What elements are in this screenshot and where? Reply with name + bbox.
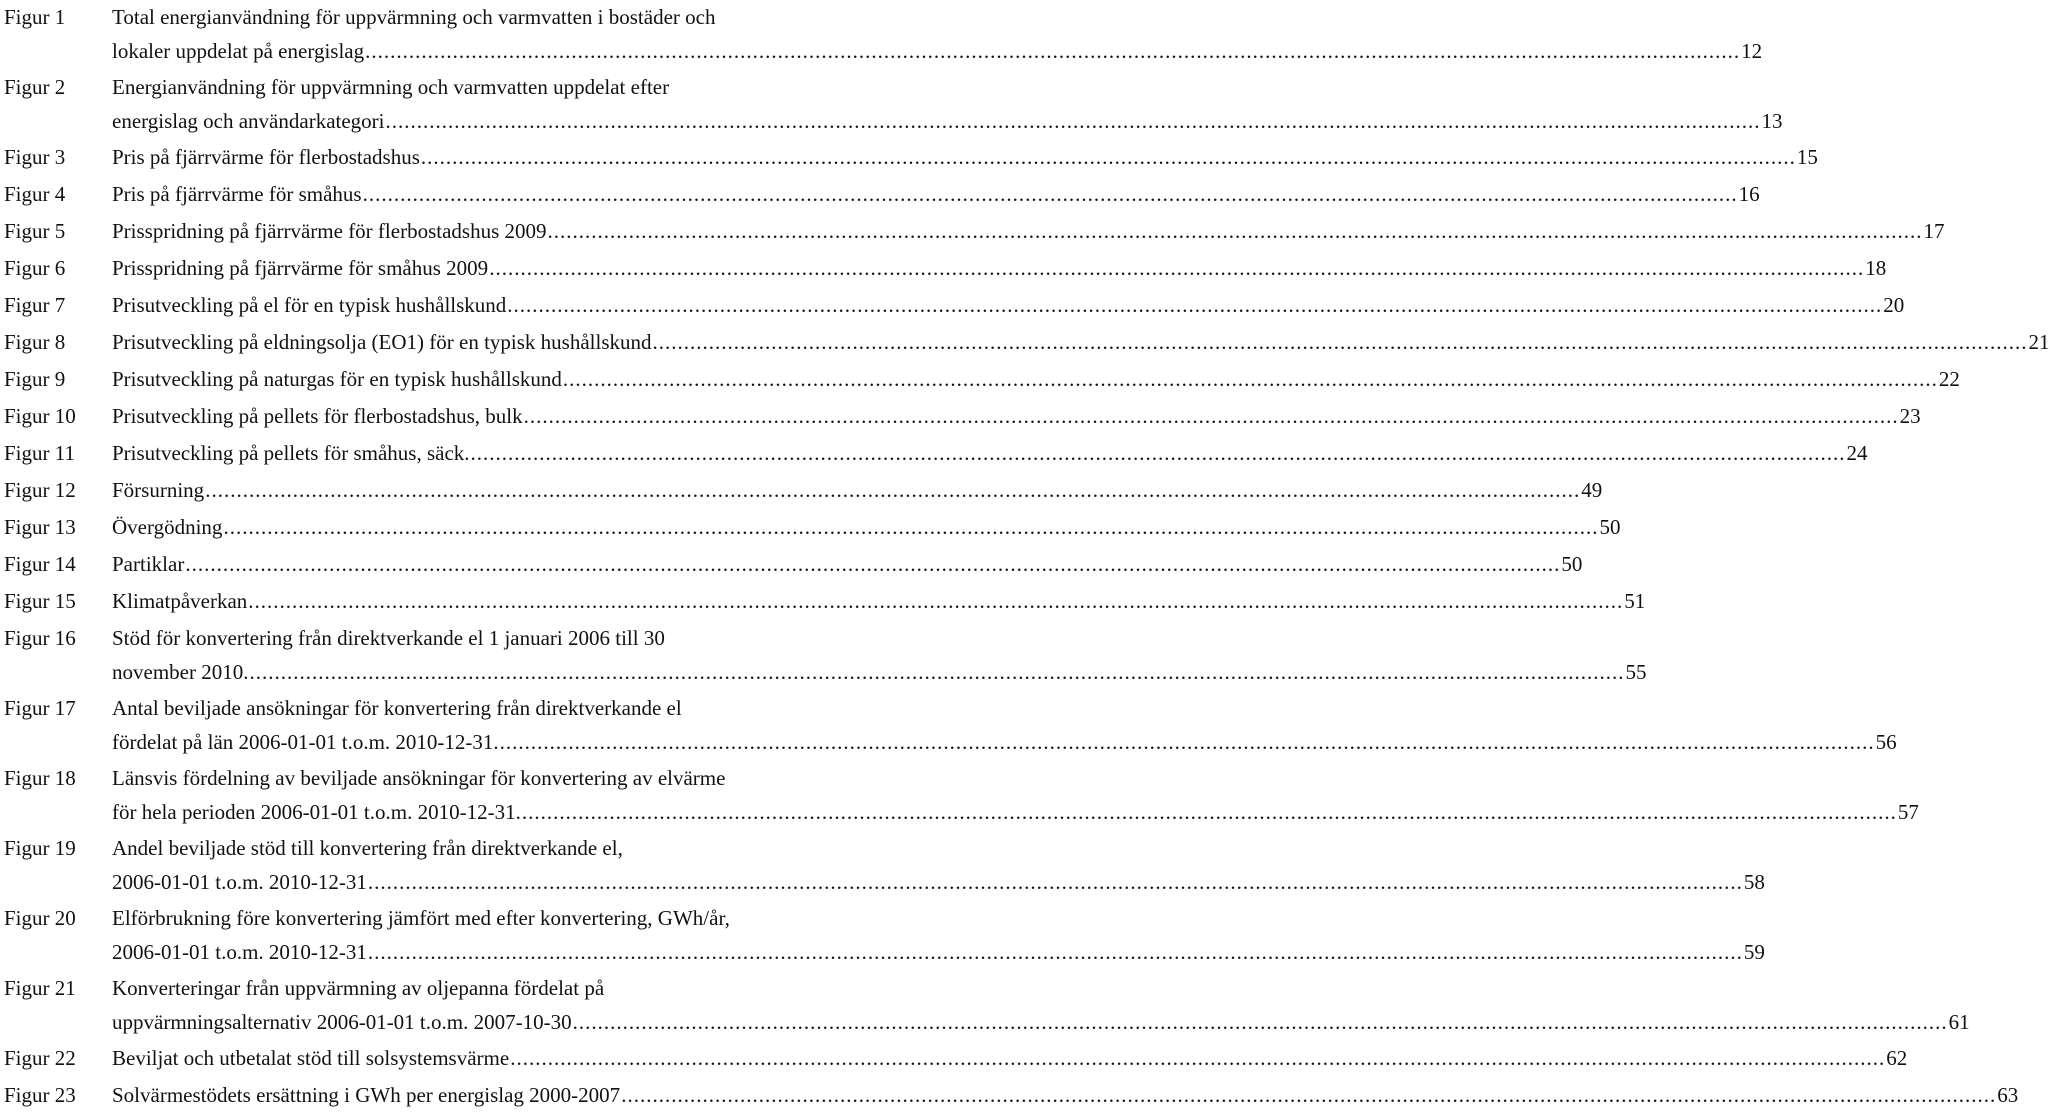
figure-label: Figur 7 xyxy=(4,293,66,317)
toc-entry[interactable] xyxy=(0,510,1621,544)
page-number[interactable]: 12 xyxy=(1741,39,1763,63)
dot-leader: ............................................................................................................................................................................................................................ xyxy=(367,940,1743,964)
figure-title: Pris på fjärrvärme för småhus xyxy=(112,182,362,206)
dot-leader: ............................................................................................................................................................................................................................ xyxy=(470,441,1846,465)
figure-title-line xyxy=(112,0,715,34)
dot-leader: ............................................................................................................................................................................................................................ xyxy=(499,730,1875,754)
dot-leader: ............................................................................................................................................................................................................................ xyxy=(385,109,1761,133)
figure-label: Figur 13 xyxy=(4,515,76,539)
dot-leader: ............................................................................................................................................................................................................................ xyxy=(205,478,1581,502)
figure-title-last-line xyxy=(112,725,1897,759)
toc-entry[interactable] xyxy=(0,584,1646,618)
figure-label: Figur 5 xyxy=(4,219,66,243)
dot-leader: ............................................................................................................................................................................................................................ xyxy=(365,39,1741,63)
toc-entry[interactable] xyxy=(0,399,1921,433)
figure-title: uppvärmningsalternativ 2006-01-01 t.o.m. 2007-10-30 xyxy=(112,1010,572,1034)
figure-title-last-line xyxy=(112,473,1603,507)
figure-title-last-line xyxy=(112,584,1646,618)
page-number[interactable]: 49 xyxy=(1581,478,1603,502)
page-number[interactable]: 56 xyxy=(1875,730,1897,754)
figure-title-last-line xyxy=(112,214,1945,248)
toc-entry[interactable] xyxy=(0,140,1818,174)
figure-title: Försurning xyxy=(112,478,205,502)
dot-leader: ............................................................................................................................................................................................................................ xyxy=(621,1083,1997,1107)
dot-leader: ............................................................................................................................................................................................................................ xyxy=(362,182,1738,206)
toc-entry[interactable] xyxy=(0,901,1765,969)
figure-title-last-line xyxy=(112,140,1818,174)
page-number[interactable]: 55 xyxy=(1625,660,1647,684)
toc-entry[interactable] xyxy=(0,473,1603,507)
figure-label: Figur 9 xyxy=(4,367,66,391)
figure-label: Figur 11 xyxy=(4,441,75,465)
figure-title: Energianvändning för uppvärmning och varmvatten uppdelat efter xyxy=(112,75,670,99)
figure-title-line xyxy=(112,831,623,865)
figure-title-last-line xyxy=(112,655,1647,689)
figure-title: Andel beviljade stöd till konvertering från direktverkande el, xyxy=(112,836,623,860)
toc-entry[interactable] xyxy=(0,325,2050,359)
figure-title: Solvärmestödets ersättning i GWh per energislag 2000-2007 xyxy=(112,1083,621,1107)
figure-title: Prisspridning på fjärrvärme för flerbostadshus 2009 xyxy=(112,219,547,243)
figure-title: 2006-01-01 t.o.m. 2010-12-31 xyxy=(112,870,367,894)
figure-label: Figur 8 xyxy=(4,330,66,354)
dot-leader: ............................................................................................................................................................................................................................ xyxy=(652,330,2028,354)
figure-title-last-line xyxy=(112,288,1905,322)
figure-title-last-line xyxy=(112,1041,1908,1075)
page-number[interactable]: 13 xyxy=(1761,109,1783,133)
dot-leader: ............................................................................................................................................................................................................................ xyxy=(185,552,1561,576)
page-number[interactable]: 23 xyxy=(1899,404,1921,428)
toc-entry[interactable] xyxy=(0,362,1960,396)
figure-title: Prisutveckling på eldningsolja (EO1) för en typisk hushållskund xyxy=(112,330,652,354)
dot-leader: ............................................................................................................................................................................................................................ xyxy=(547,219,1923,243)
dot-leader: ............................................................................................................................................................................................................................ xyxy=(223,515,1599,539)
figure-label: Figur 20 xyxy=(4,906,76,930)
page-number[interactable]: 24 xyxy=(1846,441,1868,465)
dot-leader: ............................................................................................................................................................................................................................ xyxy=(248,589,1624,613)
figure-label: Figur 4 xyxy=(4,182,66,206)
figure-title-line xyxy=(112,621,665,655)
figure-title: Prisutveckling på pellets för småhus, säck. xyxy=(112,441,470,465)
dot-leader: ............................................................................................................................................................................................................................ xyxy=(249,660,1625,684)
toc-entry[interactable] xyxy=(0,1041,1908,1075)
dot-leader: ............................................................................................................................................................................................................................ xyxy=(489,256,1865,280)
page-number[interactable]: 59 xyxy=(1743,940,1765,964)
page-number[interactable]: 20 xyxy=(1883,293,1905,317)
figure-label: Figur 10 xyxy=(4,404,76,428)
toc-entry[interactable] xyxy=(0,288,1905,322)
dot-leader: ............................................................................................................................................................................................................................ xyxy=(507,293,1883,317)
toc-entry[interactable] xyxy=(0,691,1897,759)
figure-title-line xyxy=(112,971,604,1005)
figure-label: Figur 2 xyxy=(4,75,66,99)
page-number[interactable]: 16 xyxy=(1738,182,1760,206)
figure-title: Prisutveckling på pellets för flerbostadshus, bulk xyxy=(112,404,523,428)
figure-title-last-line xyxy=(112,362,1960,396)
figure-label: Figur 22 xyxy=(4,1046,76,1070)
figure-title: Prisspridning på fjärrvärme för småhus 2009 xyxy=(112,256,489,280)
toc-entry[interactable] xyxy=(0,621,1647,689)
figure-title: Pris på fjärrvärme för flerbostadshus xyxy=(112,145,420,169)
dot-leader: ............................................................................................................................................................................................................................ xyxy=(420,145,1796,169)
figure-label: Figur 23 xyxy=(4,1083,76,1107)
figure-title: Partiklar xyxy=(112,552,185,576)
figure-title-last-line xyxy=(112,251,1887,285)
figure-title-last-line xyxy=(112,34,1763,68)
figure-title: Konverteringar från uppvärmning av oljepanna fördelat på xyxy=(112,976,605,1000)
page-number[interactable]: 51 xyxy=(1624,589,1646,613)
figure-title-last-line xyxy=(112,399,1921,433)
figure-title: Klimatpåverkan xyxy=(112,589,248,613)
figure-title: för hela perioden 2006-01-01 t.o.m. 2010-12-31. xyxy=(112,800,521,824)
page-number[interactable]: 50 xyxy=(1599,515,1621,539)
figure-title: 2006-01-01 t.o.m. 2010-12-31 xyxy=(112,940,367,964)
figure-title-last-line xyxy=(112,795,1919,829)
toc-entry[interactable] xyxy=(0,251,1887,285)
toc-entry[interactable] xyxy=(0,436,1868,470)
toc-entry[interactable] xyxy=(0,0,1763,68)
figure-title: Antal beviljade ansökningar för konvertering från direktverkande el xyxy=(112,696,682,720)
figure-title: lokaler uppdelat på energislag xyxy=(112,39,365,63)
page-number[interactable]: 63 xyxy=(1997,1083,2019,1107)
figure-label: Figur 19 xyxy=(4,836,76,860)
figure-title: november 2010. xyxy=(112,660,249,684)
figure-title-line xyxy=(112,691,682,725)
figure-title: Länsvis fördelning av beviljade ansökningar för konvertering av elvärme xyxy=(112,766,726,790)
toc-entry[interactable] xyxy=(0,214,1945,248)
page-number[interactable]: 17 xyxy=(1923,219,1945,243)
dot-leader: ............................................................................................................................................................................................................................ xyxy=(523,404,1899,428)
figure-title-last-line xyxy=(112,177,1760,211)
figure-title-line xyxy=(112,761,725,795)
page-number[interactable]: 61 xyxy=(1948,1010,1970,1034)
figure-title: Elförbrukning före konvertering jämfört med efter konvertering, GWh/år, xyxy=(112,906,730,930)
page-number[interactable]: 58 xyxy=(1743,870,1765,894)
dot-leader: ............................................................................................................................................................................................................................ xyxy=(510,1046,1886,1070)
figure-label: Figur 12 xyxy=(4,478,76,502)
page-number[interactable]: 15 xyxy=(1796,145,1818,169)
figure-title-last-line xyxy=(112,865,1765,899)
toc-entry[interactable] xyxy=(0,761,1919,829)
toc-entry[interactable] xyxy=(0,177,1760,211)
figure-label: Figur 15 xyxy=(4,589,76,613)
page-number[interactable]: 21 xyxy=(2028,330,2050,354)
figure-title-last-line xyxy=(112,325,2050,359)
figure-label: Figur 17 xyxy=(4,696,76,720)
figure-title-line xyxy=(112,70,669,104)
figure-title: Prisutveckling på naturgas för en typisk hushållskund xyxy=(112,367,562,391)
figure-title-last-line xyxy=(112,104,1783,138)
page-number[interactable]: 50 xyxy=(1561,552,1583,576)
page-number[interactable]: 18 xyxy=(1865,256,1887,280)
figure-label: Figur 1 xyxy=(4,5,66,29)
figure-title-line xyxy=(112,901,730,935)
figure-title: fördelat på län 2006-01-01 t.o.m. 2010-12-31. xyxy=(112,730,499,754)
page-number[interactable]: 22 xyxy=(1938,367,1960,391)
figure-title-last-line xyxy=(112,510,1621,544)
figure-title-last-line xyxy=(112,935,1765,969)
figure-title-last-line xyxy=(112,1005,1970,1039)
figure-label: Figur 14 xyxy=(4,552,76,576)
figure-label: Figur 6 xyxy=(4,256,66,280)
figure-title-last-line xyxy=(112,1078,2019,1112)
figure-label: Figur 16 xyxy=(4,626,76,650)
toc-entry[interactable] xyxy=(0,971,1970,1039)
figure-label: Figur 21 xyxy=(4,976,76,1000)
figure-label: Figur 18 xyxy=(4,766,76,790)
figure-label: Figur 3 xyxy=(4,145,66,169)
toc-entry[interactable] xyxy=(0,831,1765,899)
dot-leader: ............................................................................................................................................................................................................................ xyxy=(521,800,1897,824)
toc-entry[interactable] xyxy=(0,1078,2019,1112)
page-number[interactable]: 62 xyxy=(1886,1046,1908,1070)
figure-title: Prisutveckling på el för en typisk hushållskund xyxy=(112,293,507,317)
figure-title: energislag och användarkategori xyxy=(112,109,385,133)
toc-entry[interactable] xyxy=(0,547,1583,581)
figure-title: Stöd för konvertering från direktverkande el 1 januari 2006 till 30 xyxy=(112,626,665,650)
figure-title: Övergödning xyxy=(112,515,223,539)
figure-title: Total energianvändning för uppvärmning och varmvatten i bostäder och xyxy=(112,5,716,29)
figure-title-last-line xyxy=(112,436,1868,470)
figure-title: Beviljat och utbetalat stöd till solsystemsvärme xyxy=(112,1046,510,1070)
toc-entry[interactable] xyxy=(0,70,1783,138)
dot-leader: ............................................................................................................................................................................................................................ xyxy=(562,367,1938,391)
dot-leader: ............................................................................................................................................................................................................................ xyxy=(367,870,1743,894)
dot-leader: ............................................................................................................................................................................................................................ xyxy=(572,1010,1948,1034)
figure-title-last-line xyxy=(112,547,1583,581)
page-number[interactable]: 57 xyxy=(1897,800,1919,824)
